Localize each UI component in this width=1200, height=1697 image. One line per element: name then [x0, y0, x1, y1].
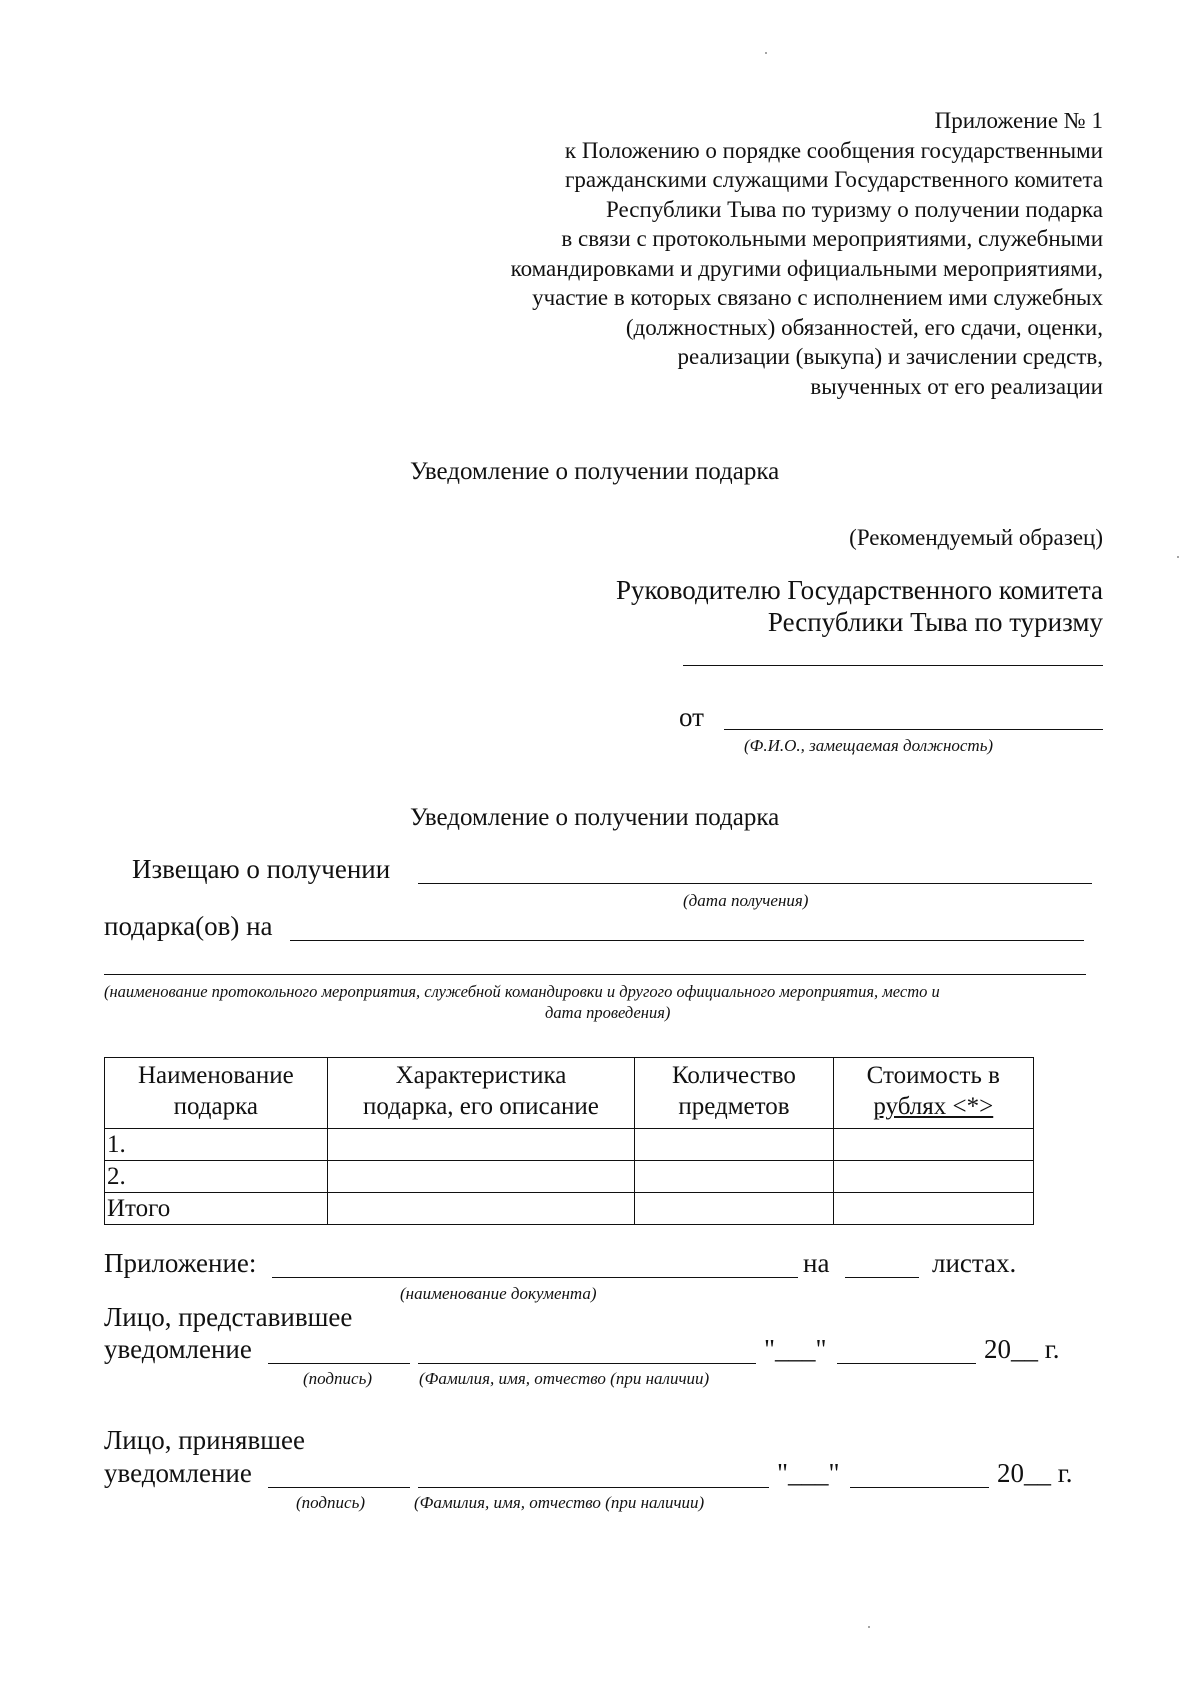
- annex-line: Приложение № 1: [934, 108, 1103, 133]
- event-caption-line-2: дата проведения): [545, 1003, 671, 1022]
- table-header-row: [105, 1058, 1034, 1129]
- submitter-year-field[interactable]: 20__ г.: [984, 1334, 1060, 1364]
- annex-line: командировками и другими официальными мероприятиями,: [510, 255, 1103, 281]
- annex-line: реализации (выкупа) и зачислении средств,: [677, 344, 1103, 369]
- annex-line: гражданскими служащими Государственного комитета: [564, 167, 1103, 192]
- table-cell[interactable]: 2.: [105, 1161, 328, 1193]
- event-field-line-2[interactable]: [104, 974, 1086, 975]
- attachment-caption: (наименование документа): [400, 1284, 597, 1303]
- table-cell[interactable]: [635, 1193, 833, 1225]
- table-cell[interactable]: [635, 1161, 833, 1193]
- table-row: [105, 1161, 1034, 1193]
- table-cell[interactable]: [635, 1129, 833, 1161]
- recommended-sample-label: (Рекомендуемый образец): [849, 525, 1103, 550]
- table-cell[interactable]: [327, 1161, 635, 1193]
- attachment-on-label: на: [803, 1248, 830, 1278]
- from-field[interactable]: [724, 729, 1103, 730]
- table-cell[interactable]: [327, 1129, 635, 1161]
- attachment-sheets-field[interactable]: [845, 1277, 919, 1278]
- receiver-signature-field[interactable]: [268, 1487, 410, 1488]
- receiver-day-field[interactable]: "___": [777, 1458, 840, 1488]
- event-field-line-1[interactable]: [290, 940, 1084, 941]
- attachment-label: Приложение:: [104, 1248, 257, 1278]
- addressee-line-1: Руководителю Государственного комитета: [615, 575, 1103, 605]
- table-cell: Итого: [105, 1193, 328, 1225]
- header-gift-description: Характеристика подарка, его описание: [327, 1058, 635, 1129]
- attachment-document-field[interactable]: [272, 1277, 798, 1278]
- table-cell[interactable]: 1.: [105, 1129, 328, 1161]
- annex-line: в связи с протокольными мероприятиями, служебными: [561, 226, 1103, 251]
- table-cell[interactable]: [833, 1161, 1033, 1193]
- annex-header: [403, 106, 1103, 401]
- scan-speck: [868, 1626, 870, 1628]
- submitter-name-caption: (Фамилия, имя, отчество (при наличии): [419, 1369, 710, 1388]
- attachment-sheets-label: листах.: [932, 1248, 1017, 1278]
- annex-line: выученных от его реализации: [810, 373, 1103, 399]
- annex-line: Республики Тыва по туризму о получении подарка: [606, 196, 1103, 222]
- table-cell[interactable]: [327, 1193, 635, 1225]
- submitter-signature-field[interactable]: [268, 1363, 410, 1364]
- from-label: от: [679, 702, 704, 732]
- addressee-line-2: Республики Тыва по туризму: [767, 607, 1103, 637]
- header-gift-name: Наименование подарка: [105, 1058, 328, 1129]
- receiver-name-field[interactable]: [418, 1487, 769, 1488]
- submitter-label-line-2: уведомление: [104, 1334, 252, 1364]
- scan-speck: [1177, 556, 1179, 558]
- event-caption-line-1: (наименование протокольного мероприятия, служебной командировки и другого официального мероприятия, место и: [104, 982, 940, 1001]
- submitter-label-line-1: Лицо, представившее: [104, 1302, 353, 1332]
- header-cost: Стоимость в рублях <*>: [833, 1058, 1033, 1129]
- receiver-year-field[interactable]: 20__ г.: [997, 1458, 1073, 1488]
- submitter-signature-caption: (подпись): [303, 1369, 372, 1388]
- annex-line: к Положению о порядке сообщения государственными: [564, 137, 1103, 163]
- table-cell[interactable]: [833, 1129, 1033, 1161]
- notify-label: Извещаю о получении: [132, 854, 391, 884]
- receiver-name-caption: (Фамилия, имя, отчество (при наличии): [414, 1493, 705, 1512]
- table-row-total: [105, 1193, 1034, 1225]
- document-title-top: Уведомление о получении подарка: [410, 458, 780, 485]
- annex-line: участие в которых связано с исполнением ими служебных: [532, 285, 1103, 310]
- receiver-signature-caption: (подпись): [296, 1493, 365, 1512]
- receipt-date-caption: (дата получения): [683, 891, 809, 910]
- submitter-month-field[interactable]: [837, 1363, 976, 1364]
- header-quantity: Количество предметов: [635, 1058, 833, 1129]
- document-title-main: Уведомление о получении подарка: [410, 804, 780, 831]
- submitter-day-field[interactable]: "___": [764, 1334, 827, 1364]
- gifts-label: подарка(ов) на: [104, 911, 273, 941]
- receiver-label-line-2: уведомление: [104, 1458, 252, 1488]
- receiver-label-line-1: Лицо, принявшее: [104, 1425, 305, 1455]
- table-row: [105, 1129, 1034, 1161]
- scan-speck: [765, 52, 767, 54]
- table-cell[interactable]: [833, 1193, 1033, 1225]
- gifts-table: [104, 1057, 1034, 1225]
- from-field-caption: (Ф.И.О., замещаемая должность): [744, 736, 994, 755]
- annex-line: (должностных) обязанностей, его сдачи, оценки,: [625, 314, 1103, 340]
- addressee-name-field[interactable]: [683, 665, 1103, 666]
- receipt-date-field[interactable]: [418, 883, 1092, 884]
- submitter-name-field[interactable]: [418, 1363, 756, 1364]
- receiver-month-field[interactable]: [850, 1487, 989, 1488]
